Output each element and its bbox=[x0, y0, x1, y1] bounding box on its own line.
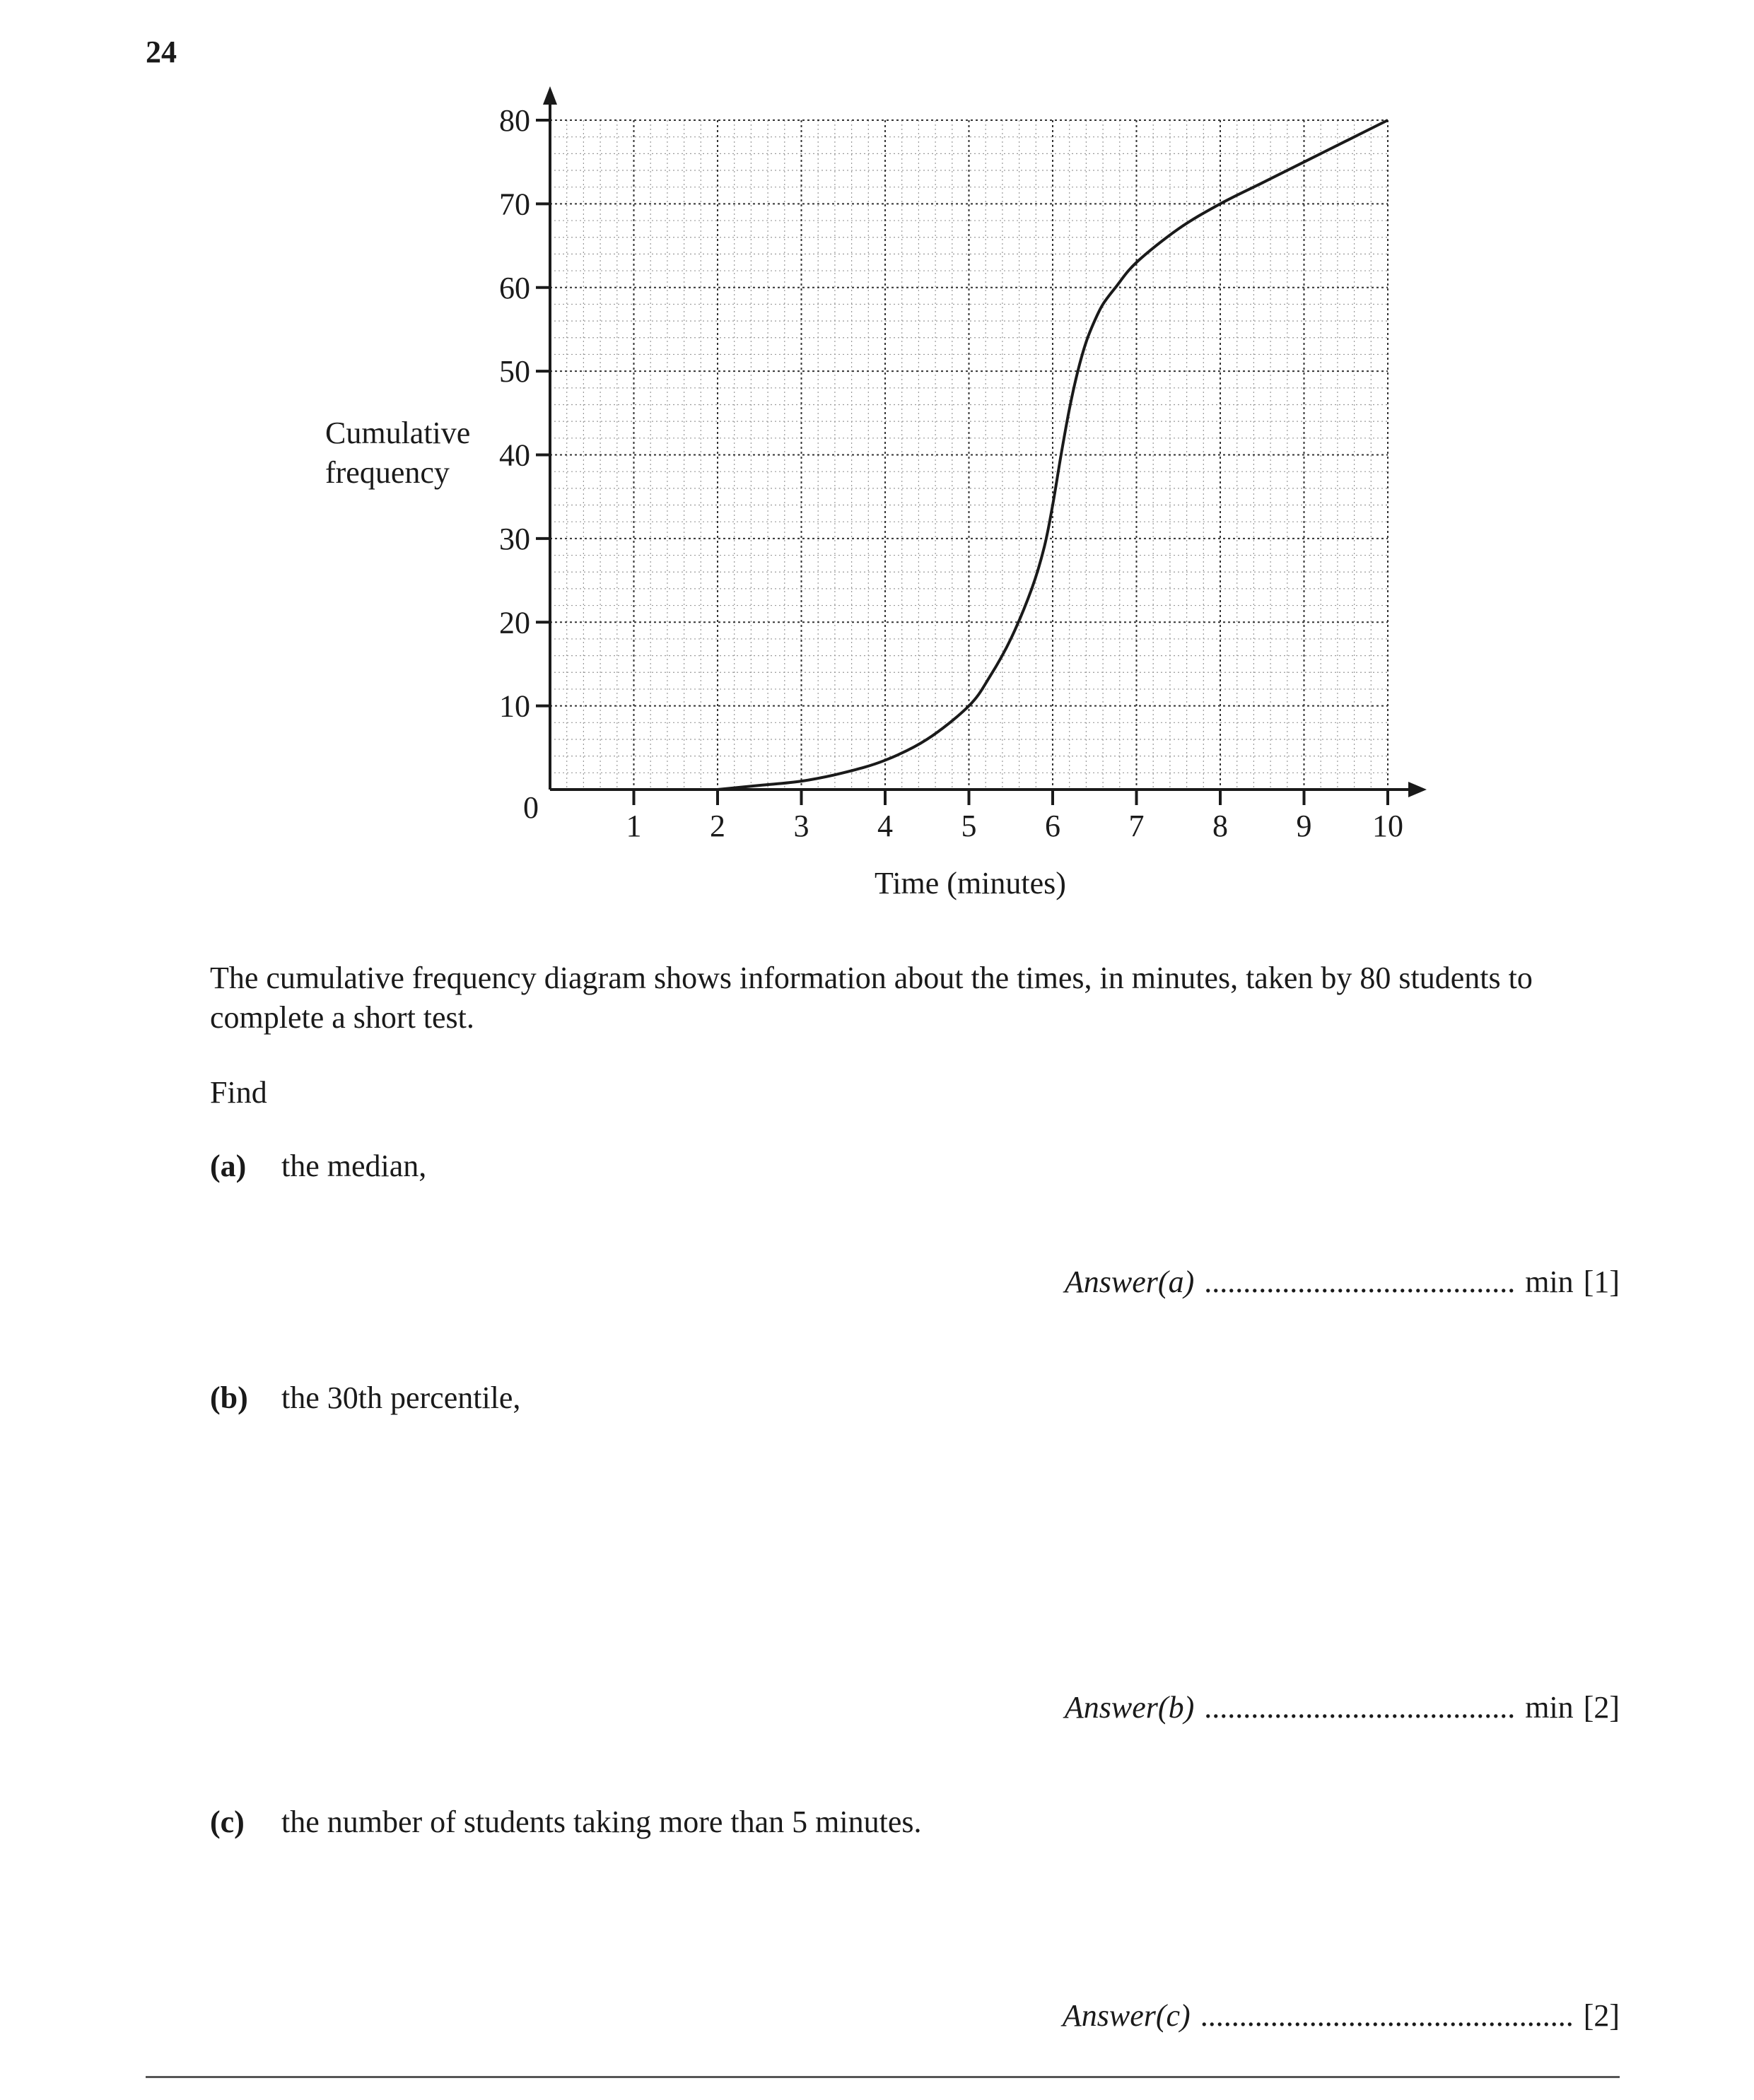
chart-grid bbox=[550, 120, 1388, 790]
y-tick-label: 80 bbox=[499, 103, 530, 138]
cumulative-frequency-chart bbox=[0, 0, 1754, 933]
y-tick-label: 60 bbox=[499, 270, 530, 305]
chart-tick-labels bbox=[499, 103, 1403, 843]
question-b-label: (b) bbox=[210, 1380, 248, 1415]
answer-a-line bbox=[1065, 1264, 1620, 1300]
x-tick-label: 5 bbox=[961, 809, 977, 843]
answer-b-field[interactable]: ........................................ bbox=[1204, 1690, 1516, 1725]
x-tick-label: 10 bbox=[1372, 809, 1403, 843]
x-tick-label: 9 bbox=[1296, 809, 1312, 843]
origin-label: 0 bbox=[523, 790, 539, 825]
y-tick-label: 40 bbox=[499, 438, 530, 473]
answer-a-marks: [1] bbox=[1583, 1265, 1620, 1299]
question-a-text: the median, bbox=[281, 1149, 427, 1183]
x-tick-label: 8 bbox=[1212, 809, 1228, 843]
answer-a-label: Answer(a) bbox=[1064, 1265, 1195, 1299]
question-a bbox=[210, 1148, 426, 1184]
question-b bbox=[210, 1380, 520, 1416]
question-c-text: the number of students taking more than 5 minutes. bbox=[281, 1805, 922, 1839]
answer-b-label: Answer(b) bbox=[1064, 1690, 1195, 1725]
x-tick-label: 3 bbox=[793, 809, 809, 843]
answer-c-marks: [2] bbox=[1583, 1998, 1620, 2033]
x-axis-arrow-icon bbox=[1408, 782, 1427, 797]
x-tick-label: 4 bbox=[877, 809, 893, 843]
x-tick-label: 7 bbox=[1128, 809, 1145, 843]
question-b-text: the 30th percentile, bbox=[281, 1380, 521, 1415]
answer-c-label: Answer(c) bbox=[1062, 1998, 1191, 2033]
question-c-label: (c) bbox=[210, 1805, 245, 1839]
chart-axes bbox=[536, 86, 1427, 805]
footer-rule bbox=[146, 2076, 1620, 2078]
question-c bbox=[210, 1804, 922, 1840]
y-axis-title-text: Cumulative frequency bbox=[325, 416, 471, 490]
answer-b-line bbox=[1065, 1689, 1620, 1725]
x-tick-label: 6 bbox=[1045, 809, 1060, 843]
answer-b-unit: min bbox=[1525, 1690, 1574, 1725]
page-number: 24 bbox=[146, 35, 177, 69]
answer-b-marks: [2] bbox=[1583, 1690, 1620, 1725]
x-tick-label: 1 bbox=[626, 809, 642, 843]
y-axis-arrow-icon bbox=[543, 86, 557, 105]
find-text: Find bbox=[210, 1075, 267, 1110]
answer-c-field[interactable]: ................................................ bbox=[1200, 1998, 1574, 2033]
y-axis-title bbox=[325, 413, 495, 493]
x-axis-title: Time (minutes) bbox=[875, 866, 1066, 901]
y-tick-label: 70 bbox=[499, 187, 530, 222]
answer-a-field[interactable]: ........................................ bbox=[1204, 1265, 1516, 1299]
y-tick-label: 50 bbox=[499, 354, 530, 389]
answer-c-line bbox=[1063, 1998, 1620, 2034]
y-tick-label: 10 bbox=[499, 688, 530, 724]
y-tick-label: 20 bbox=[499, 605, 530, 640]
answer-a-unit: min bbox=[1525, 1265, 1574, 1299]
question-a-label: (a) bbox=[210, 1149, 247, 1183]
intro-text: The cumulative frequency diagram shows information about the times, in minutes, taken by 80 students to complete a short test. bbox=[210, 961, 1533, 1035]
x-tick-label: 2 bbox=[710, 809, 725, 843]
y-tick-label: 30 bbox=[499, 521, 530, 556]
